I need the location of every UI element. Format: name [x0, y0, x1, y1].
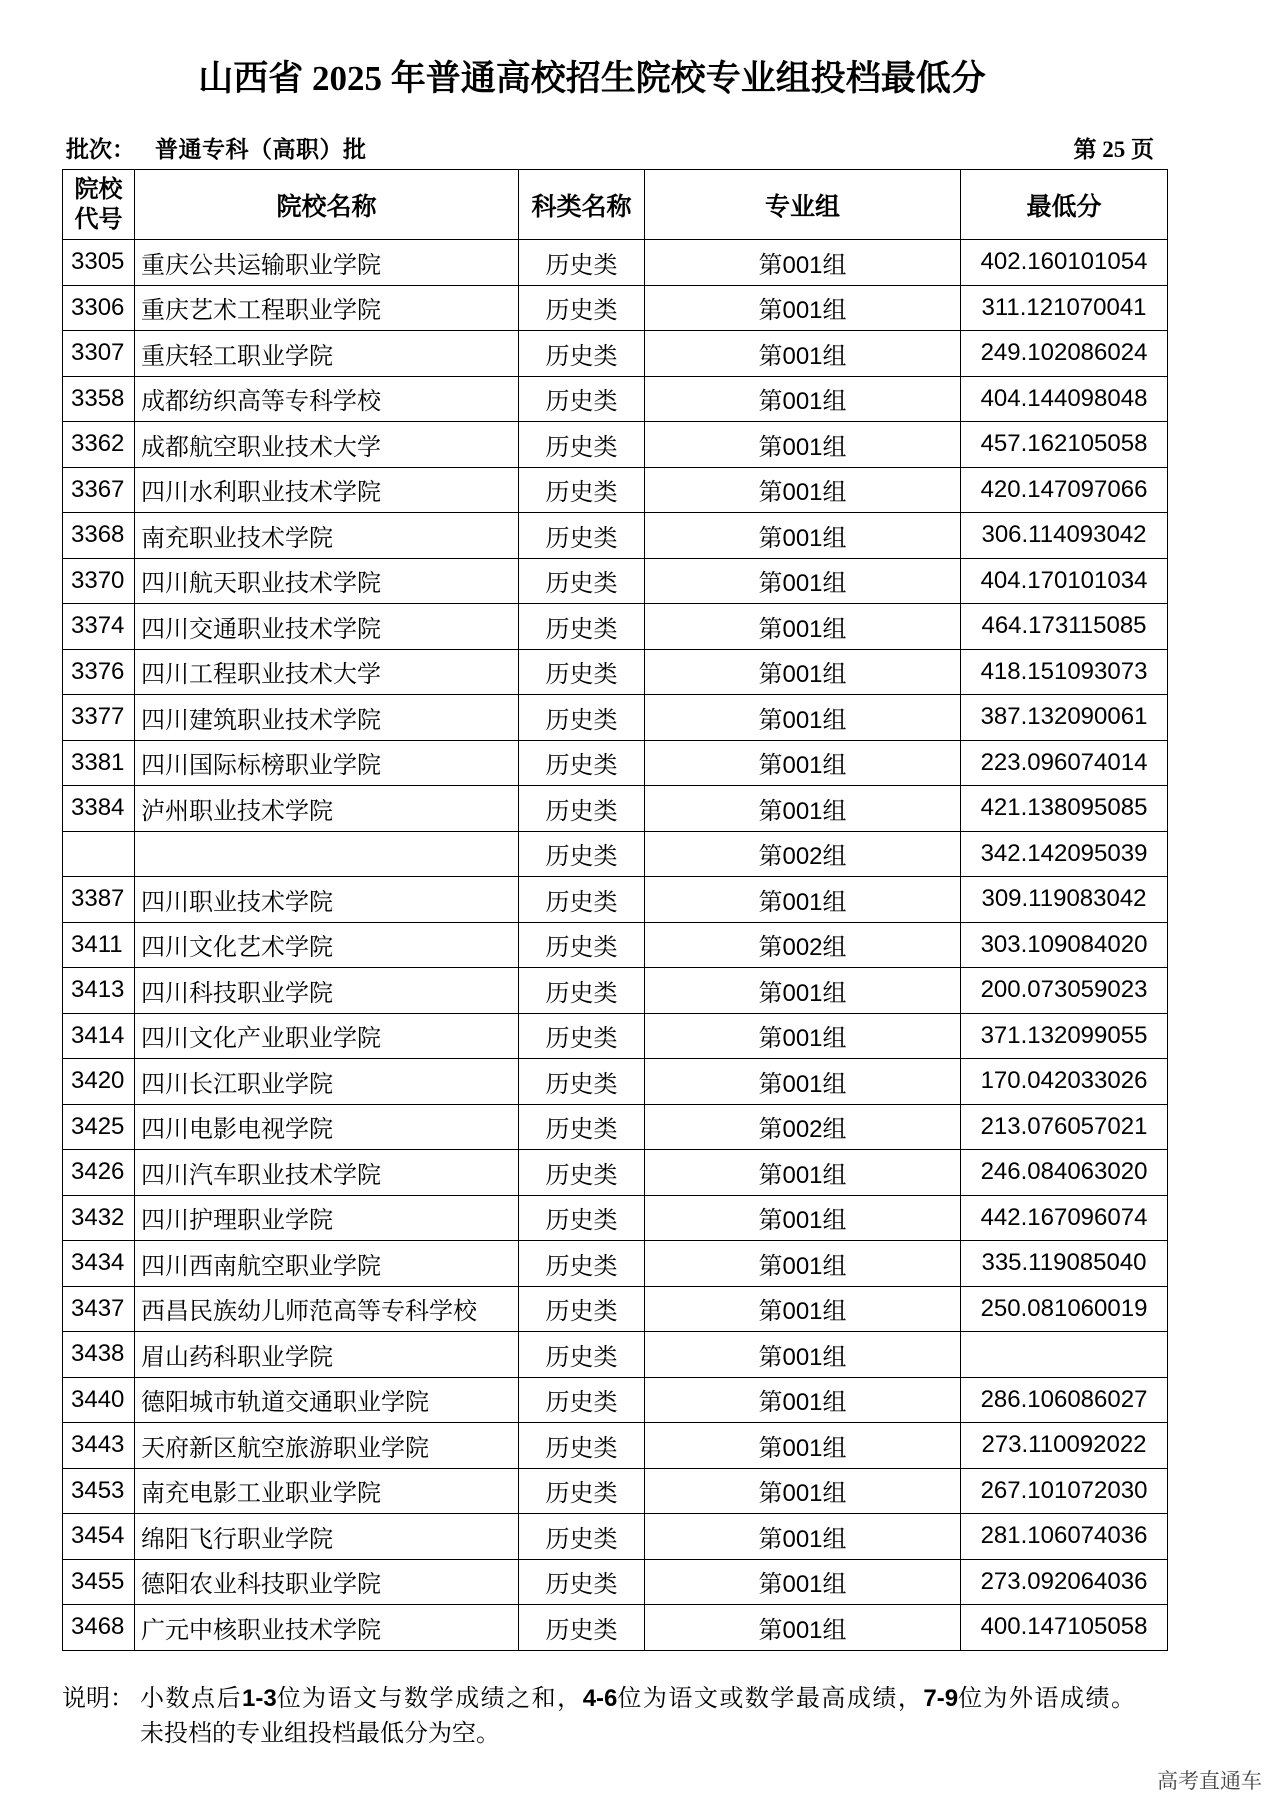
school-name-cell: 成都纺织高等专科学校	[135, 376, 519, 422]
school-code-cell: 3362	[63, 422, 135, 468]
subject-category-cell: 历史类	[519, 1286, 645, 1332]
footnote-digit-range: 7-9	[923, 1685, 959, 1712]
major-group-cell: 第001组	[645, 1150, 961, 1196]
table-row	[63, 1468, 1168, 1514]
school-name-cell: 德阳农业科技职业学院	[135, 1559, 519, 1605]
table-row	[63, 740, 1168, 786]
school-name-cell: 四川文化产业职业学院	[135, 1013, 519, 1059]
min-score-cell: 400.147105058	[961, 1605, 1168, 1651]
school-code-cell: 3384	[63, 786, 135, 832]
major-group-cell: 第001组	[645, 285, 961, 331]
school-name-cell	[135, 831, 519, 877]
major-group-cell: 第002组	[645, 922, 961, 968]
school-code-cell: 3434	[63, 1241, 135, 1287]
subject-category-cell: 历史类	[519, 740, 645, 786]
table-row	[63, 1241, 1168, 1287]
page-number: 第 25 页	[1073, 137, 1154, 162]
min-score-cell: 273.092064036	[961, 1559, 1168, 1605]
school-name-cell: 四川电影电视学院	[135, 1104, 519, 1150]
subject-category-cell: 历史类	[519, 1468, 645, 1514]
school-name-cell: 德阳城市轨道交通职业学院	[135, 1377, 519, 1423]
admission-score-table	[62, 169, 1168, 1651]
table-row	[63, 513, 1168, 559]
min-score-cell: 223.096074014	[961, 740, 1168, 786]
min-score-cell: 421.138095085	[961, 786, 1168, 832]
subject-category-cell: 历史类	[519, 422, 645, 468]
school-name-cell: 四川航天职业技术学院	[135, 558, 519, 604]
school-name-cell: 四川护理职业学院	[135, 1195, 519, 1241]
footnote-label: 说明：	[62, 1686, 134, 1712]
subject-category-cell: 历史类	[519, 649, 645, 695]
subject-category-cell: 历史类	[519, 467, 645, 513]
subject-category-cell: 历史类	[519, 1605, 645, 1651]
school-code-cell: 3358	[63, 376, 135, 422]
min-score-cell: 246.084063020	[961, 1150, 1168, 1196]
school-code-cell: 3307	[63, 331, 135, 377]
major-group-cell: 第001组	[645, 786, 961, 832]
school-name-cell: 天府新区航空旅游职业学院	[135, 1423, 519, 1469]
header-min-score: 最低分	[961, 170, 1168, 240]
subject-category-cell: 历史类	[519, 1559, 645, 1605]
school-name-cell: 绵阳飞行职业学院	[135, 1514, 519, 1560]
major-group-cell: 第001组	[645, 1195, 961, 1241]
min-score-cell: 303.109084020	[961, 922, 1168, 968]
footnote-text: 位为语文与数学成绩之和，	[276, 1686, 583, 1712]
major-group-cell: 第001组	[645, 1241, 961, 1287]
school-name-cell: 四川汽车职业技术学院	[135, 1150, 519, 1196]
table-row	[63, 240, 1168, 286]
table-row	[63, 1559, 1168, 1605]
subject-category-cell: 历史类	[519, 1377, 645, 1423]
major-group-cell: 第001组	[645, 331, 961, 377]
header-school-code-line1: 院校	[74, 176, 123, 203]
subject-category-cell: 历史类	[519, 1514, 645, 1560]
school-code-cell: 3455	[63, 1559, 135, 1605]
school-name-cell: 广元中核职业技术学院	[135, 1605, 519, 1651]
major-group-cell: 第001组	[645, 1332, 961, 1378]
footnote-digit-range: 1-3	[242, 1685, 277, 1712]
subject-category-cell: 历史类	[519, 1195, 645, 1241]
table-row	[63, 1013, 1168, 1059]
school-name-cell: 重庆艺术工程职业学院	[135, 285, 519, 331]
table-row	[63, 1150, 1168, 1196]
min-score-cell: 404.170101034	[961, 558, 1168, 604]
min-score-cell: 281.106074036	[961, 1514, 1168, 1560]
min-score-cell: 464.173115085	[961, 604, 1168, 650]
table-body	[63, 240, 1168, 1651]
major-group-cell: 第001组	[645, 240, 961, 286]
table-row	[63, 1332, 1168, 1378]
table-row	[63, 467, 1168, 513]
min-score-cell: 387.132090061	[961, 695, 1168, 741]
subject-category-cell: 历史类	[519, 513, 645, 559]
table-row	[63, 1605, 1168, 1651]
table-row	[63, 1423, 1168, 1469]
table-row	[63, 285, 1168, 331]
min-score-cell: 267.101072030	[961, 1468, 1168, 1514]
subject-category-cell: 历史类	[519, 604, 645, 650]
school-name-cell: 四川交通职业技术学院	[135, 604, 519, 650]
school-code-cell: 3376	[63, 649, 135, 695]
school-name-cell: 四川西南航空职业学院	[135, 1241, 519, 1287]
school-code-cell: 3367	[63, 467, 135, 513]
school-code-cell: 3305	[63, 240, 135, 286]
school-code-cell: 3454	[63, 1514, 135, 1560]
school-name-cell: 南充电影工业职业学院	[135, 1468, 519, 1514]
min-score-cell: 309.119083042	[961, 877, 1168, 923]
min-score-cell: 213.076057021	[961, 1104, 1168, 1150]
footnote-line-2: 未投档的专业组投档最低分为空。	[140, 1721, 500, 1747]
table-row	[63, 968, 1168, 1014]
school-name-cell: 四川科技职业学院	[135, 968, 519, 1014]
school-code-cell	[63, 831, 135, 877]
table-row	[63, 376, 1168, 422]
major-group-cell: 第001组	[645, 740, 961, 786]
school-name-cell: 重庆轻工职业学院	[135, 331, 519, 377]
school-code-cell: 3411	[63, 922, 135, 968]
subject-category-cell: 历史类	[519, 558, 645, 604]
major-group-cell: 第001组	[645, 1605, 961, 1651]
min-score-cell: 170.042033026	[961, 1059, 1168, 1105]
table-row	[63, 604, 1168, 650]
table-row	[63, 1104, 1168, 1150]
school-name-cell: 眉山药科职业学院	[135, 1332, 519, 1378]
watermark: 高考直通车	[1157, 1769, 1262, 1793]
min-score-cell: 250.081060019	[961, 1286, 1168, 1332]
header-subject-category: 科类名称	[519, 170, 645, 240]
school-code-cell: 3381	[63, 740, 135, 786]
min-score-cell: 404.144098048	[961, 376, 1168, 422]
header-school-code-line2: 代号	[74, 206, 123, 233]
school-name-cell: 成都航空职业技术大学	[135, 422, 519, 468]
major-group-cell: 第001组	[645, 467, 961, 513]
school-code-cell: 3374	[63, 604, 135, 650]
subject-category-cell: 历史类	[519, 376, 645, 422]
min-score-cell: 418.151093073	[961, 649, 1168, 695]
min-score-cell: 249.102086024	[961, 331, 1168, 377]
school-code-cell: 3432	[63, 1195, 135, 1241]
school-code-cell: 3443	[63, 1423, 135, 1469]
subject-category-cell: 历史类	[519, 1013, 645, 1059]
subject-category-cell: 历史类	[519, 968, 645, 1014]
school-code-cell: 3306	[63, 285, 135, 331]
table-row	[63, 877, 1168, 923]
school-name-cell: 重庆公共运输职业学院	[135, 240, 519, 286]
major-group-cell: 第001组	[645, 1013, 961, 1059]
school-code-cell: 3426	[63, 1150, 135, 1196]
school-name-cell: 四川职业技术学院	[135, 877, 519, 923]
min-score-cell: 442.167096074	[961, 1195, 1168, 1241]
footnote-line-1	[140, 1685, 1137, 1713]
school-name-cell: 四川工程职业技术大学	[135, 649, 519, 695]
major-group-cell: 第001组	[645, 1059, 961, 1105]
table-row	[63, 1059, 1168, 1105]
table-row	[63, 1286, 1168, 1332]
school-code-cell: 3420	[63, 1059, 135, 1105]
min-score-cell: 273.110092022	[961, 1423, 1168, 1469]
table-row	[63, 331, 1168, 377]
major-group-cell: 第001组	[645, 1468, 961, 1514]
major-group-cell: 第001组	[645, 422, 961, 468]
school-name-cell: 南充职业技术学院	[135, 513, 519, 559]
subject-category-cell: 历史类	[519, 831, 645, 877]
min-score-cell: 342.142095039	[961, 831, 1168, 877]
min-score-cell: 402.160101054	[961, 240, 1168, 286]
school-code-cell: 3413	[63, 968, 135, 1014]
min-score-cell: 335.119085040	[961, 1241, 1168, 1287]
batch-value: 普通专科（高职）批	[155, 137, 367, 162]
footnote-text: 位为外语成绩。	[958, 1686, 1137, 1712]
min-score-cell: 306.114093042	[961, 513, 1168, 559]
school-name-cell: 四川文化艺术学院	[135, 922, 519, 968]
major-group-cell: 第001组	[645, 604, 961, 650]
table-row	[63, 1195, 1168, 1241]
school-code-cell: 3425	[63, 1104, 135, 1150]
school-code-cell: 3438	[63, 1332, 135, 1378]
major-group-cell: 第001组	[645, 968, 961, 1014]
table-row	[63, 1377, 1168, 1423]
subject-category-cell: 历史类	[519, 1059, 645, 1105]
table-row	[63, 649, 1168, 695]
school-name-cell: 西昌民族幼儿师范高等专科学校	[135, 1286, 519, 1332]
school-name-cell: 泸州职业技术学院	[135, 786, 519, 832]
major-group-cell: 第001组	[645, 1423, 961, 1469]
subject-category-cell: 历史类	[519, 877, 645, 923]
school-code-cell: 3370	[63, 558, 135, 604]
subject-category-cell: 历史类	[519, 331, 645, 377]
major-group-cell: 第001组	[645, 649, 961, 695]
table-row	[63, 695, 1168, 741]
subject-category-cell: 历史类	[519, 1332, 645, 1378]
school-name-cell: 四川水利职业技术学院	[135, 467, 519, 513]
major-group-cell: 第001组	[645, 1377, 961, 1423]
school-code-cell: 3377	[63, 695, 135, 741]
min-score-cell: 286.106086027	[961, 1377, 1168, 1423]
major-group-cell: 第001组	[645, 1559, 961, 1605]
header-major-group: 专业组	[645, 170, 961, 240]
header-school-name: 院校名称	[135, 170, 519, 240]
subject-category-cell: 历史类	[519, 786, 645, 832]
header-row	[63, 170, 1168, 240]
table-row	[63, 1514, 1168, 1560]
school-code-cell: 3468	[63, 1605, 135, 1651]
major-group-cell: 第001组	[645, 513, 961, 559]
major-group-cell: 第001组	[645, 877, 961, 923]
footnote-text: 小数点后	[140, 1686, 242, 1712]
footnote-text: 位为语文或数学最高成绩，	[617, 1686, 924, 1712]
subject-category-cell: 历史类	[519, 1241, 645, 1287]
school-name-cell: 四川长江职业学院	[135, 1059, 519, 1105]
header-school-code	[63, 170, 135, 240]
min-score-cell: 371.132099055	[961, 1013, 1168, 1059]
document-title: 山西省 2025 年普通高校招生院校专业组投档最低分	[198, 59, 986, 98]
table-row	[63, 558, 1168, 604]
min-score-cell	[961, 1332, 1168, 1378]
school-code-cell: 3437	[63, 1286, 135, 1332]
major-group-cell: 第002组	[645, 1104, 961, 1150]
school-code-cell: 3440	[63, 1377, 135, 1423]
subject-category-cell: 历史类	[519, 285, 645, 331]
subject-category-cell: 历史类	[519, 1423, 645, 1469]
subject-category-cell: 历史类	[519, 1150, 645, 1196]
school-name-cell: 四川建筑职业技术学院	[135, 695, 519, 741]
min-score-cell: 200.073059023	[961, 968, 1168, 1014]
subject-category-cell: 历史类	[519, 1104, 645, 1150]
min-score-cell: 457.162105058	[961, 422, 1168, 468]
batch-label: 批次：	[66, 137, 135, 162]
school-name-cell: 四川国际标榜职业学院	[135, 740, 519, 786]
table-row	[63, 422, 1168, 468]
footnote-digit-range: 4-6	[582, 1685, 618, 1712]
min-score-cell: 311.121070041	[961, 285, 1168, 331]
table-row	[63, 922, 1168, 968]
major-group-cell: 第001组	[645, 558, 961, 604]
subject-category-cell: 历史类	[519, 695, 645, 741]
school-code-cell: 3414	[63, 1013, 135, 1059]
subject-category-cell: 历史类	[519, 922, 645, 968]
table-row	[63, 831, 1168, 877]
major-group-cell: 第001组	[645, 376, 961, 422]
subject-category-cell: 历史类	[519, 240, 645, 286]
major-group-cell: 第001组	[645, 695, 961, 741]
min-score-cell: 420.147097066	[961, 467, 1168, 513]
major-group-cell: 第001组	[645, 1286, 961, 1332]
major-group-cell: 第001组	[645, 1514, 961, 1560]
table-row	[63, 786, 1168, 832]
major-group-cell: 第002组	[645, 831, 961, 877]
school-code-cell: 3453	[63, 1468, 135, 1514]
table-header	[63, 170, 1168, 240]
school-code-cell: 3368	[63, 513, 135, 559]
school-code-cell: 3387	[63, 877, 135, 923]
